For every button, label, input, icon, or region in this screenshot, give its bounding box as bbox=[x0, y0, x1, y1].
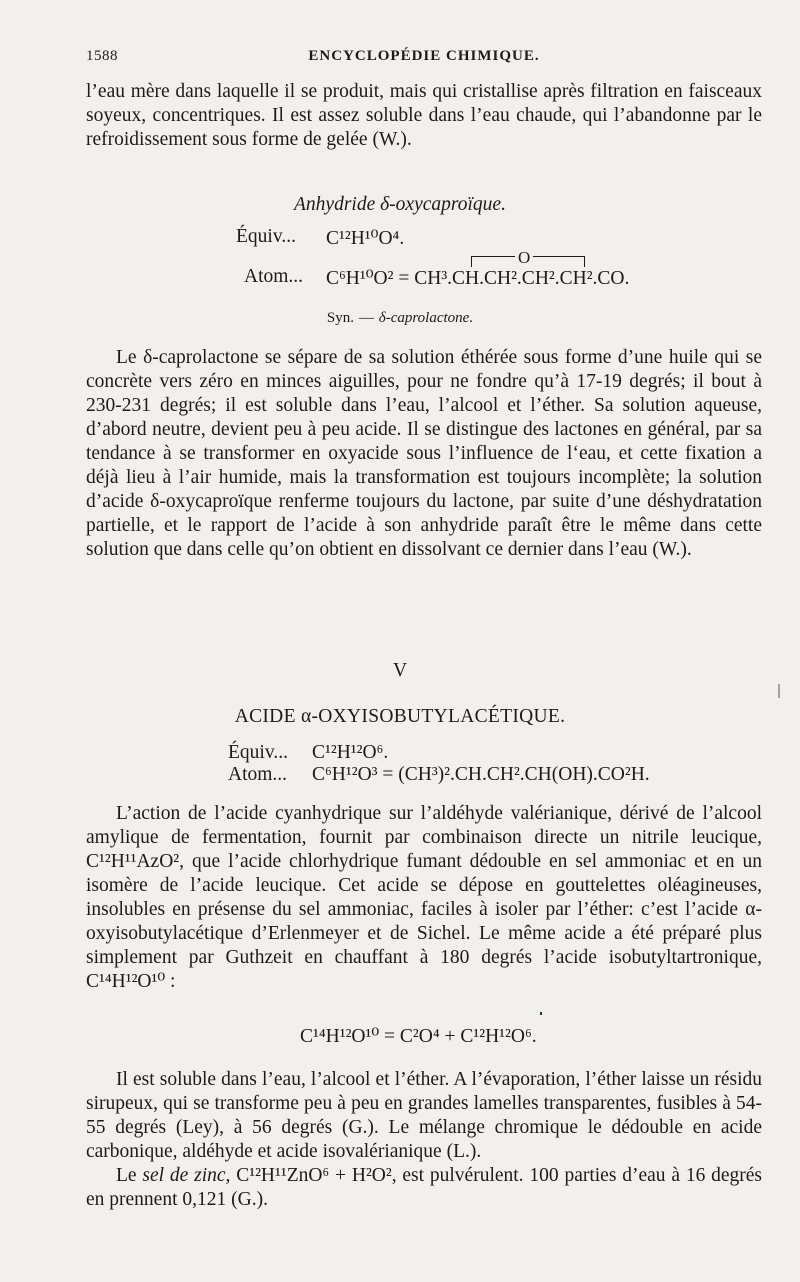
zinc-salt-description: C¹²H¹¹ZnO⁶ + H²O², est pulvérulent. 100 parties d’eau à 16 degrés en prennent 0,121 (G.). bbox=[86, 1165, 763, 1210]
page-number: 1588 bbox=[86, 48, 118, 64]
margin-mark bbox=[778, 684, 780, 698]
caprolactone-paragraph: Le δ-caprolactone se sépare de sa solution éthérée sous forme d’une huile qui se concrète vers zéro en minces aiguilles, pour ne fondre qu’à 17-19 degrés; il bout à 230-231 degrés; il est soluble dans l’eau, l’alcool et l’éther. Sa solution aqueuse, d’abord neutre, devient peu à peu acide. Il se distingue des lactones en général, par sa tendance à se transformer en oxyacide sous l’influence de l‘eau, et cette fixation a déjà lieu à l’air humide, mais la transformation est toujours incomplète; la solution d’acide δ-oxycaproïque renferme toujours du lactone, par suite d’une déshydratation partielle, et le rapport de l’acide à son anhydride paraît être le même dans cette solution que dans celle qu’on obtient en dissolvant ce dernier dans l’eau (W.). bbox=[86, 347, 762, 560]
zinc-salt-name: sel de zinc, bbox=[142, 1165, 231, 1186]
section-equiv-label: Équiv... bbox=[228, 742, 288, 763]
anhydride-atom-label: Atom... bbox=[244, 266, 304, 287]
lactone-ring-oxygen: O bbox=[515, 248, 533, 268]
section-number: V bbox=[392, 660, 408, 681]
anhydride-equiv-label: Équiv... bbox=[236, 226, 296, 247]
anhydride-atom-formula: C⁶H¹⁰O² = CH³.CH.CH².CH².CH².CO. bbox=[326, 268, 630, 289]
section-title: ACIDE α-OXYISOBUTYLACÉTIQUE. bbox=[234, 706, 566, 727]
synonym-dash: — bbox=[358, 310, 374, 326]
synonym-line bbox=[0, 306, 800, 328]
action-paragraph: L’action de l’acide cyanhydrique sur l’aldéhyde valérianique, dérivé de l’alcool amylique de fermentation, fournit par combinaison directe un nitrile leucique, C¹²H¹¹AzO², que l’acide chlorhydrique fumant dédouble en sel ammoniac et en un isomère de l’acide leucique. Cet acide se dépose en gouttelettes oléagineuses, insolubles en présense du sel ammoniac, faciles à isoler par l’éther: c’est l’acide α-oxyisobutylacétique d’Erlenmeyer et de Sichel. Le même acide a été préparé plus simplement par Guthzeit en chauffant à 180 degrés l’acide isobutyltartronique, C¹⁴H¹²O¹⁰ : bbox=[86, 803, 762, 992]
running-header bbox=[86, 48, 762, 72]
synonym-name: δ-caprolactone. bbox=[378, 310, 474, 326]
stray-mark bbox=[540, 1012, 542, 1015]
synonym-label: Syn. bbox=[326, 310, 355, 326]
anhydride-title: Anhydride δ-oxycaproïque. bbox=[294, 194, 506, 215]
running-title: ENCYCLOPÉDIE CHIMIQUE. bbox=[308, 48, 540, 64]
zinc-lead: Le bbox=[116, 1165, 137, 1186]
zinc-salt-paragraph bbox=[86, 1164, 762, 1212]
decomposition-equation: C¹⁴H¹²O¹⁰ = C²O⁴ + C¹²H¹²O⁶. bbox=[300, 1026, 537, 1047]
section-equiv-formula: C¹²H¹²O⁶. bbox=[312, 742, 389, 763]
anhydride-equiv-formula: C¹²H¹⁰O⁴. bbox=[326, 228, 405, 249]
intro-paragraph: l’eau mère dans laquelle il se produit, mais qui cristallise après filtration en faisceaux soyeux, concentriques. Il est assez soluble dans l’eau chaude, qui l’abandonne par le refroidissement sous forme de gelée (W.). bbox=[86, 81, 762, 150]
section-atom-label: Atom... bbox=[228, 764, 288, 785]
section-atom-formula: C⁶H¹²O³ = (CH³)².CH.CH².CH(OH).CO²H. bbox=[312, 764, 650, 785]
soluble-paragraph: Il est soluble dans l’eau, l’alcool et l’éther. A l’évaporation, l’éther laisse un résidu sirupeux, qui se transforme peu à peu en grandes lamelles transparentes, fusibles à 54-55 degrés (Ley), à 56 degrés (G.). Le mélange chromique le dédouble en acide carbonique, aldéhyde et acide isovalérianique (L.). bbox=[86, 1069, 762, 1162]
